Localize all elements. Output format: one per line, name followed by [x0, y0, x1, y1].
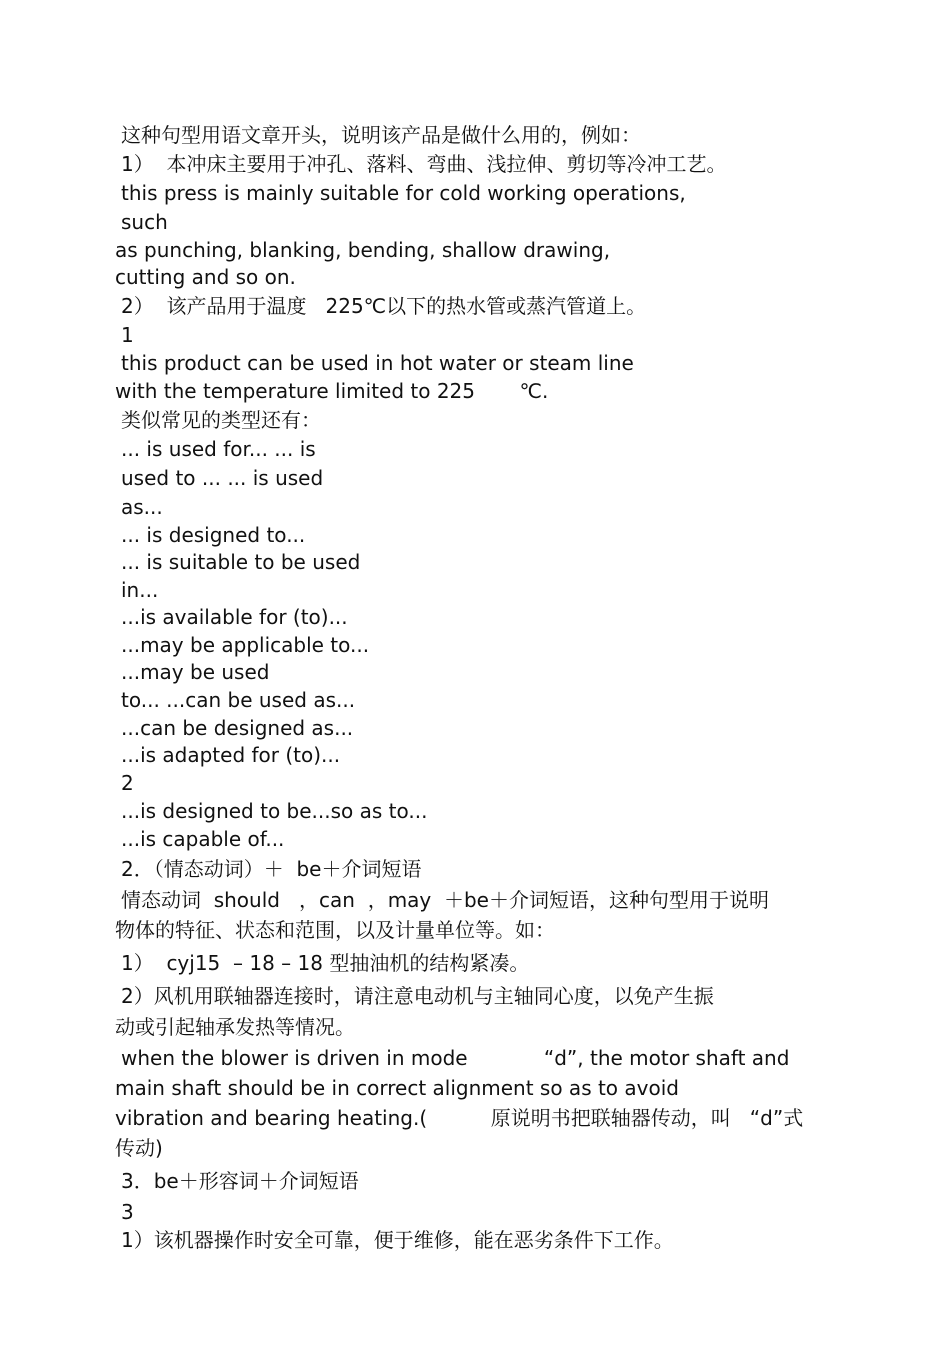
text-line: such — [121, 210, 168, 234]
text-line: to... ...can be used as... — [121, 688, 356, 712]
text-line: 这种句型用语文章开头，说明该产品是做什么用的，例如： — [121, 123, 641, 147]
text-line: this press is mainly suitable for cold working operations, — [121, 181, 686, 205]
text-line: 1） 本冲床主要用于冲孔、落料、弯曲、浅拉伸、剪切等冷冲工艺。 — [121, 152, 727, 176]
text-line: cutting and so on. — [115, 265, 296, 289]
section-heading: 2．（情态动词）＋ be＋介词短语 — [121, 857, 422, 881]
page-number: 3 — [121, 1200, 134, 1224]
text-line: ...is adapted for (to)... — [121, 743, 341, 767]
page-number: 1 — [121, 323, 134, 347]
text-line: as punching, blanking, bending, shallow drawing, — [115, 238, 611, 262]
text-line: ...may be applicable to... — [121, 633, 370, 657]
text-line: when the blower is driven in mode “d”, the motor shaft and — [121, 1046, 790, 1070]
text-line: 2）风机用联轴器连接时，请注意电动机与主轴同心度，以免产生振 — [121, 984, 714, 1008]
text-line: 动或引起轴承发热等情况。 — [115, 1015, 355, 1039]
text-line: ...is capable of... — [121, 827, 285, 851]
section-heading: 3．be＋形容词＋介词短语 — [121, 1169, 359, 1193]
text-line: as... — [121, 495, 163, 519]
text-line: 情态动词 should ，can ，may ＋be＋介词短语，这种句型用于说明 — [121, 888, 769, 912]
text-line: with the temperature limited to 225 ℃. — [115, 379, 549, 403]
text-line: main shaft should be in correct alignment so as to avoid — [115, 1076, 679, 1100]
text-line: used to ... ... is used — [121, 466, 324, 490]
text-line: ...is available for (to)... — [121, 605, 348, 629]
text-line: 1） cyj15 – 18 – 18 型抽油机的结构紧凑。 — [121, 951, 530, 975]
text-line: 类似常见的类型还有： — [121, 408, 321, 432]
text-line: ... is designed to... — [121, 523, 306, 547]
text-line: ...may be used — [121, 660, 270, 684]
text-line: ... is suitable to be used — [121, 550, 361, 574]
text-line: ...can be designed as... — [121, 716, 354, 740]
text-line: vibration and bearing heating.( 原说明书把联轴器传动，叫 “d”式 — [115, 1106, 804, 1130]
text-line: 1）该机器操作时安全可靠，便于维修，能在恶劣条件下工作。 — [121, 1228, 674, 1252]
text-line: 传动) — [115, 1136, 163, 1160]
text-line: 物体的特征、状态和范围，以及计量单位等。如： — [115, 918, 555, 942]
text-line: this product can be used in hot water or steam line — [121, 351, 634, 375]
text-line: ...is designed to be...so as to... — [121, 799, 428, 823]
page-number: 2 — [121, 771, 134, 795]
text-line: 2） 该产品用于温度 225℃以下的热水管或蒸汽管道上。 — [121, 294, 647, 318]
text-line: in... — [121, 578, 159, 602]
text-line: ... is used for... ... is — [121, 437, 316, 461]
